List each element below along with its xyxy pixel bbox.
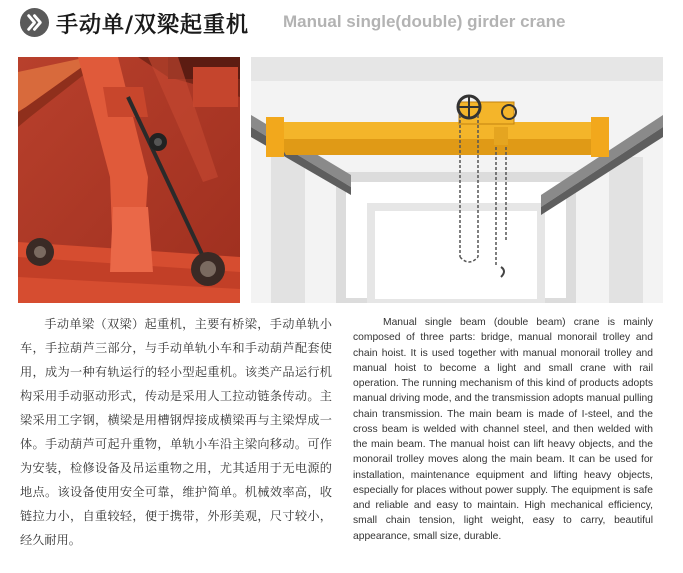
page-title: 手动单/双梁起重机 bbox=[56, 13, 250, 38]
page-header bbox=[0, 0, 683, 48]
description-chinese: 手动单梁（双梁）起重机，主要有桥梁，手动单轨小车，手拉葫芦三部分，与手动单轨小车和手动葫芦配套使用，成为一种有轨运行的轻小型起重机。该类产品运行机构采用手动驱动形式，传动是采用人工拉动链条传动。主梁采用工字钢，横梁是用槽钢焊接成横梁再与主梁焊成一体。手动葫芦可起升重物，单轨小车沿主梁向移动。可作为安装，检修设备及吊运重物之用，尤其适用于无电源的地点。该设备使用安全可靠，维护简单。机械效率高，收链拉力小，自重较轻，便于携带，外形美观，尺寸较小，经久耐用。 bbox=[20, 317, 332, 547]
page-subtitle: Manual single(double) girder crane bbox=[283, 12, 566, 31]
description-english: Manual single beam (double beam) crane is mainly composed of three parts: bridge, manual monorail trolley and chain hoist. It is used together with manual monorail trolley and manual hoist to become a light and small crane with rail operation. The running mechanism of this kind of products adopts manual driving mode, and the transmission adopts manual pulling chain transmission. The main beam is made of I-steel, and the cross beam is welded with channel steel, and then welded with the main beam. The manual hoist can lift heavy objects, and the monorail trolley moves along the main beam. It can be used for installation, maintenance equipment and lifting heavy objects, especially for places without power supply. The equipment is safe and reliable and easy to maintain. High mechanical efficiency, small chain tension, light weight, easy to carry, beautiful appearance, small size, durable. bbox=[353, 317, 653, 542]
crane-girder-photo bbox=[18, 57, 240, 303]
chevron-right-circle-icon bbox=[19, 7, 50, 38]
crane-3d-illustration bbox=[251, 57, 663, 303]
